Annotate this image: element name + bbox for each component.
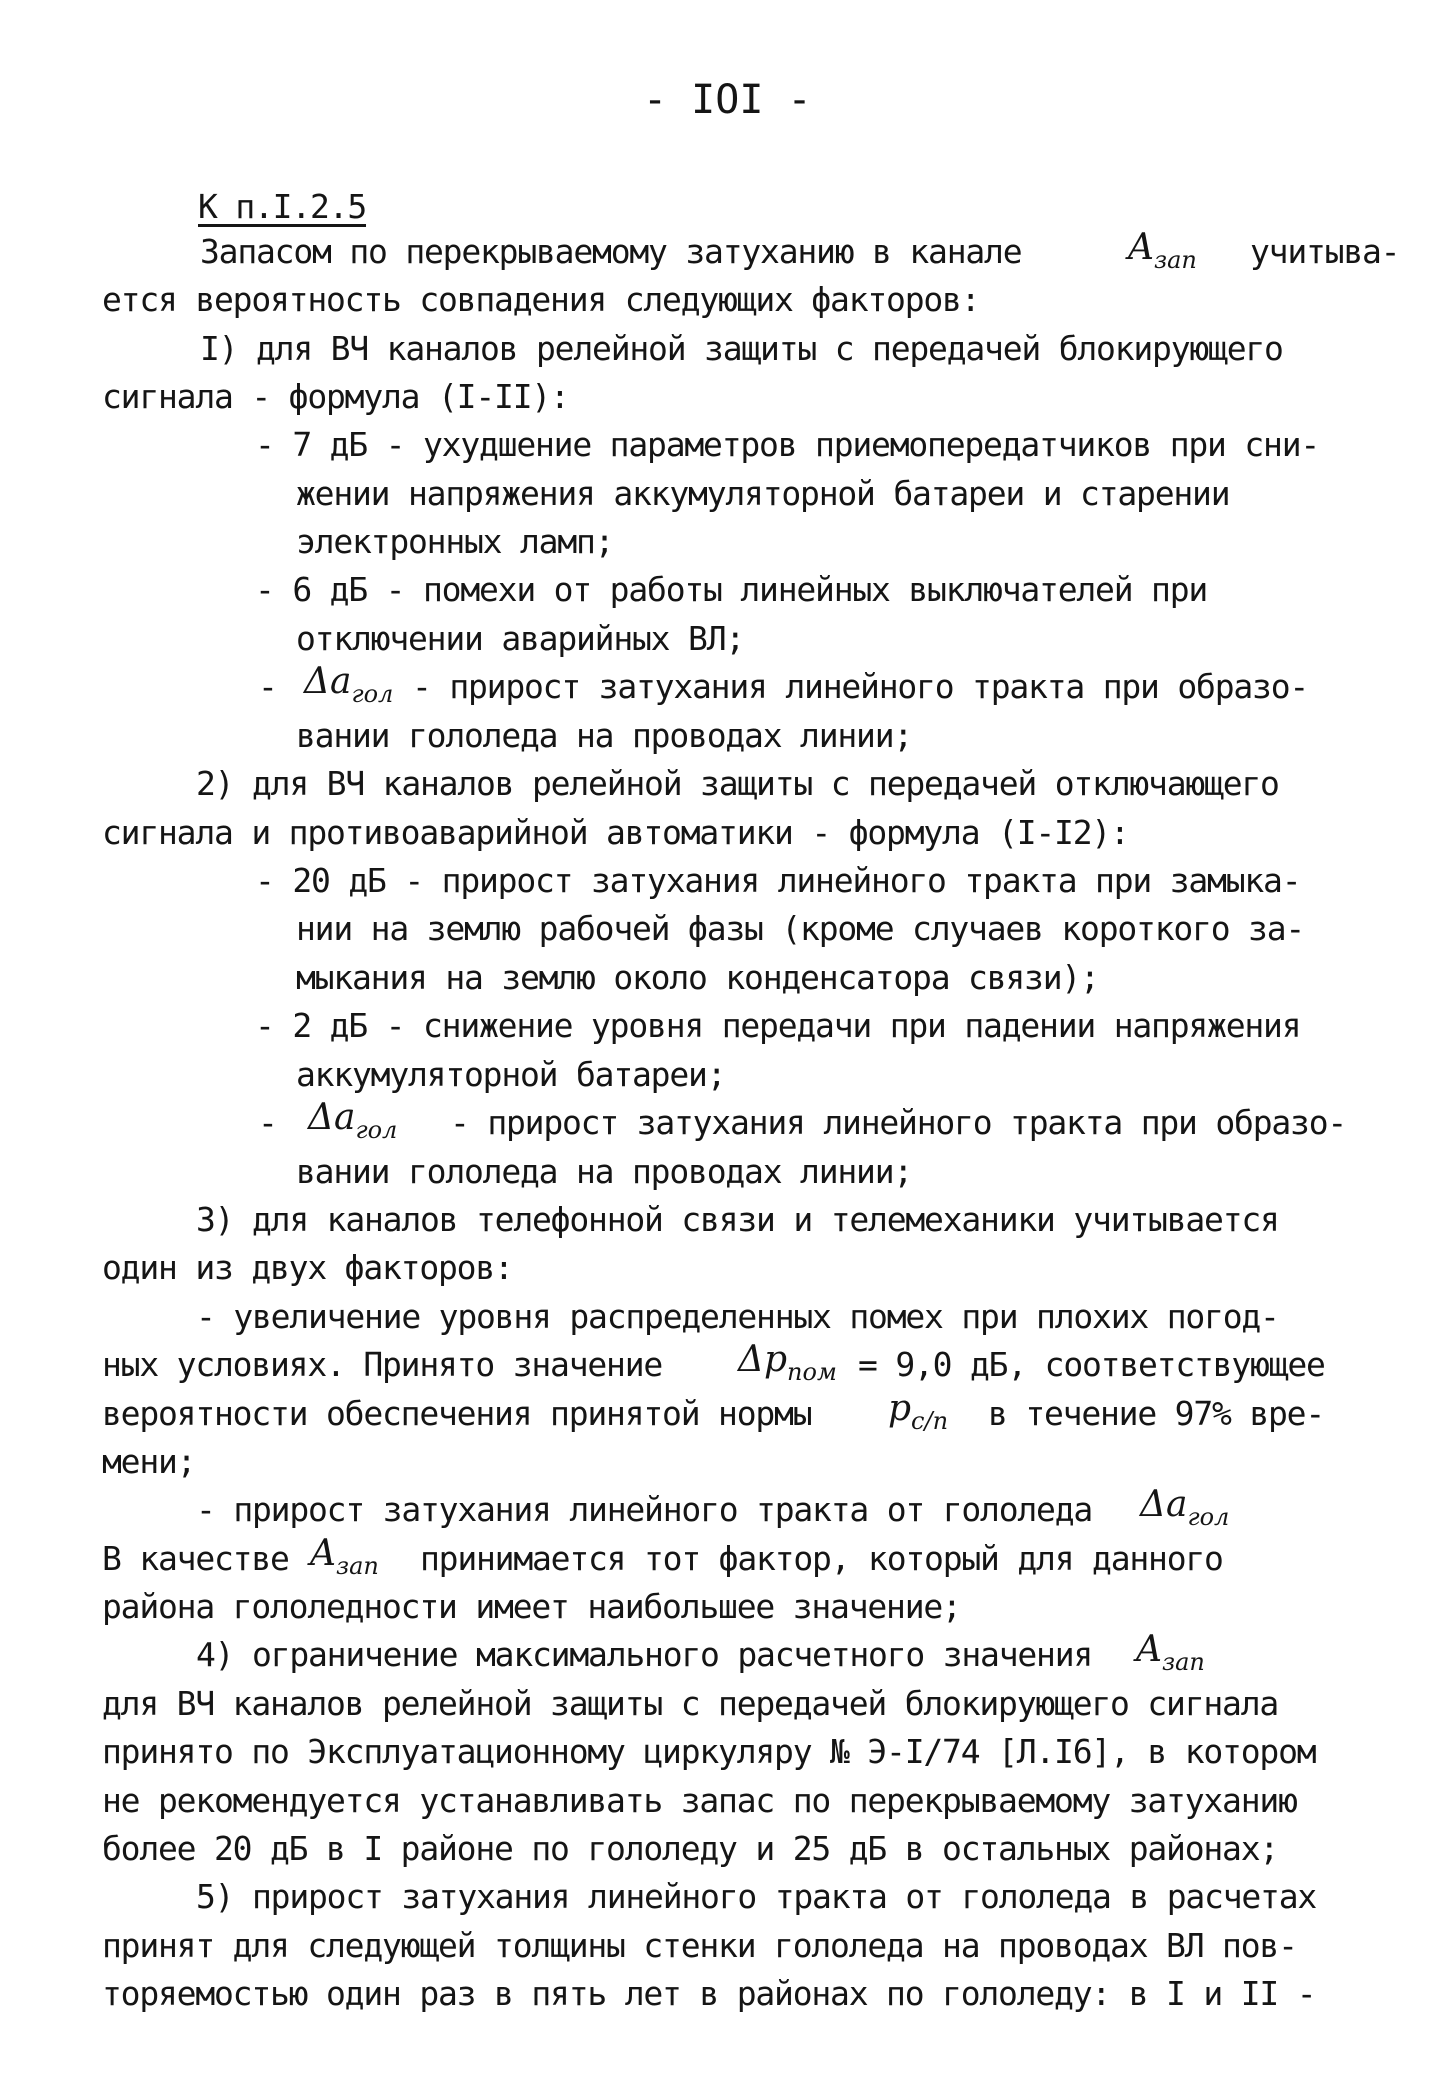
text-line: 3) для каналов телефонной связи и телемеханики учитывается xyxy=(196,1200,1279,1239)
text-line: района гололедности имеет наибольшее значение; xyxy=(102,1587,961,1626)
text-line: не рекомендуется устанавливать запас по перекрываемому затуханию xyxy=(102,1781,1297,1820)
text-line: торяемостью один раз в пять лет в районах по гололеду: в I и II - xyxy=(102,1974,1316,2013)
text-line: в течение 97% вре- xyxy=(988,1394,1325,1433)
text-line: 2) для ВЧ каналов релейной защиты с передачей отключающего xyxy=(196,764,1279,803)
text-line: В качестве xyxy=(102,1539,289,1578)
text-line: - прирост затухания линейного тракта от гололеда xyxy=(196,1490,1093,1529)
page-number: - IOI - xyxy=(643,77,812,123)
formula-a-zap: $A_{зап}$ xyxy=(1136,1629,1205,1676)
formula-delta-a-gol: $\Delta a_{гол}$ xyxy=(308,1097,398,1144)
text-line: - 6 дБ - помехи от работы линейных выключателей при xyxy=(255,570,1208,609)
text-line: вероятности обеспечения принятой нормы xyxy=(102,1394,812,1433)
text-line: вании гололеда на проводах линии; xyxy=(296,1152,913,1191)
text-line: = 9,0 дБ, соответствующее xyxy=(858,1345,1325,1384)
text-line: мыкания на землю около конденсатора связи); xyxy=(296,958,1099,997)
text-line: учитыва- xyxy=(1250,232,1400,271)
text-line: - увеличение уровня распределенных помех при плохих погод- xyxy=(196,1297,1279,1336)
text-line: ется вероятность совпадения следующих факторов: xyxy=(102,280,980,319)
text-line: сигнала - формула (I-II): xyxy=(102,377,569,416)
text-line: нии на землю рабочей фазы (кроме случаев короткого за- xyxy=(296,909,1305,948)
text-line: 5) прирост затухания линейного тракта от гололеда в расчетах xyxy=(196,1877,1317,1916)
formula-delta-a-gol: $\Delta a_{гол}$ xyxy=(304,661,394,708)
text-line: один из двух факторов: xyxy=(102,1248,513,1287)
text-line: аккумуляторной батареи; xyxy=(296,1055,726,1094)
text-line: принят для следующей толщины стенки гололеда на проводах ВЛ пов- xyxy=(102,1926,1297,1965)
text-line: Запасом по перекрываемому затуханию в канале xyxy=(200,232,1022,271)
text-line: I) для ВЧ каналов релейной защиты с передачей блокирующего xyxy=(200,329,1283,368)
text-line: - прирост затухания линейного тракта при образо- xyxy=(412,667,1309,706)
text-line: электронных ламп; xyxy=(296,522,614,561)
text-line: - xyxy=(258,1103,277,1142)
formula-p-cp: $p_{с/п}$ xyxy=(888,1388,949,1435)
formula-a-zap: $A_{зап}$ xyxy=(310,1533,379,1580)
text-line: отключении аварийных ВЛ; xyxy=(296,619,745,658)
formula-delta-p-pom: $\Delta p_{пом}$ xyxy=(738,1339,837,1386)
formula-a-zap: $A_{зап}$ xyxy=(1128,227,1197,274)
text-line: принято по Эксплуатационному циркуляру № Э-I/74 [Л.I6], в котором xyxy=(102,1732,1316,1771)
text-line: - xyxy=(258,667,277,706)
text-line: - 20 дБ - прирост затухания линейного тракта при замыка- xyxy=(255,861,1301,900)
text-line: вании гололеда на проводах линии; xyxy=(296,716,913,755)
text-line: сигнала и противоаварийной автоматики - формула (I-I2): xyxy=(102,813,1129,852)
text-line: для ВЧ каналов релейной защиты с передачей блокирующего сигнала xyxy=(102,1684,1279,1723)
formula-delta-a-gol: $\Delta a_{гол}$ xyxy=(1140,1484,1230,1531)
text-line: ных условиях. Принято значение xyxy=(102,1345,663,1384)
text-line: мени; xyxy=(102,1442,196,1481)
text-line: принимается тот фактор, который для данного xyxy=(420,1539,1223,1578)
text-line: - 7 дБ - ухудшение параметров приемопередатчиков при сни- xyxy=(255,425,1320,464)
text-line: жении напряжения аккумуляторной батареи и старении xyxy=(296,474,1230,513)
text-line: 4) ограничение максимального расчетного значения xyxy=(196,1635,1093,1674)
text-line: более 20 дБ в I районе по гололеду и 25 дБ в остальных районах; xyxy=(102,1829,1279,1868)
text-line: - 2 дБ - снижение уровня передачи при падении напряжения xyxy=(255,1006,1301,1045)
text-line: - прирост затухания линейного тракта при образо- xyxy=(450,1103,1347,1142)
section-heading: К п.I.2.5 xyxy=(198,187,367,226)
